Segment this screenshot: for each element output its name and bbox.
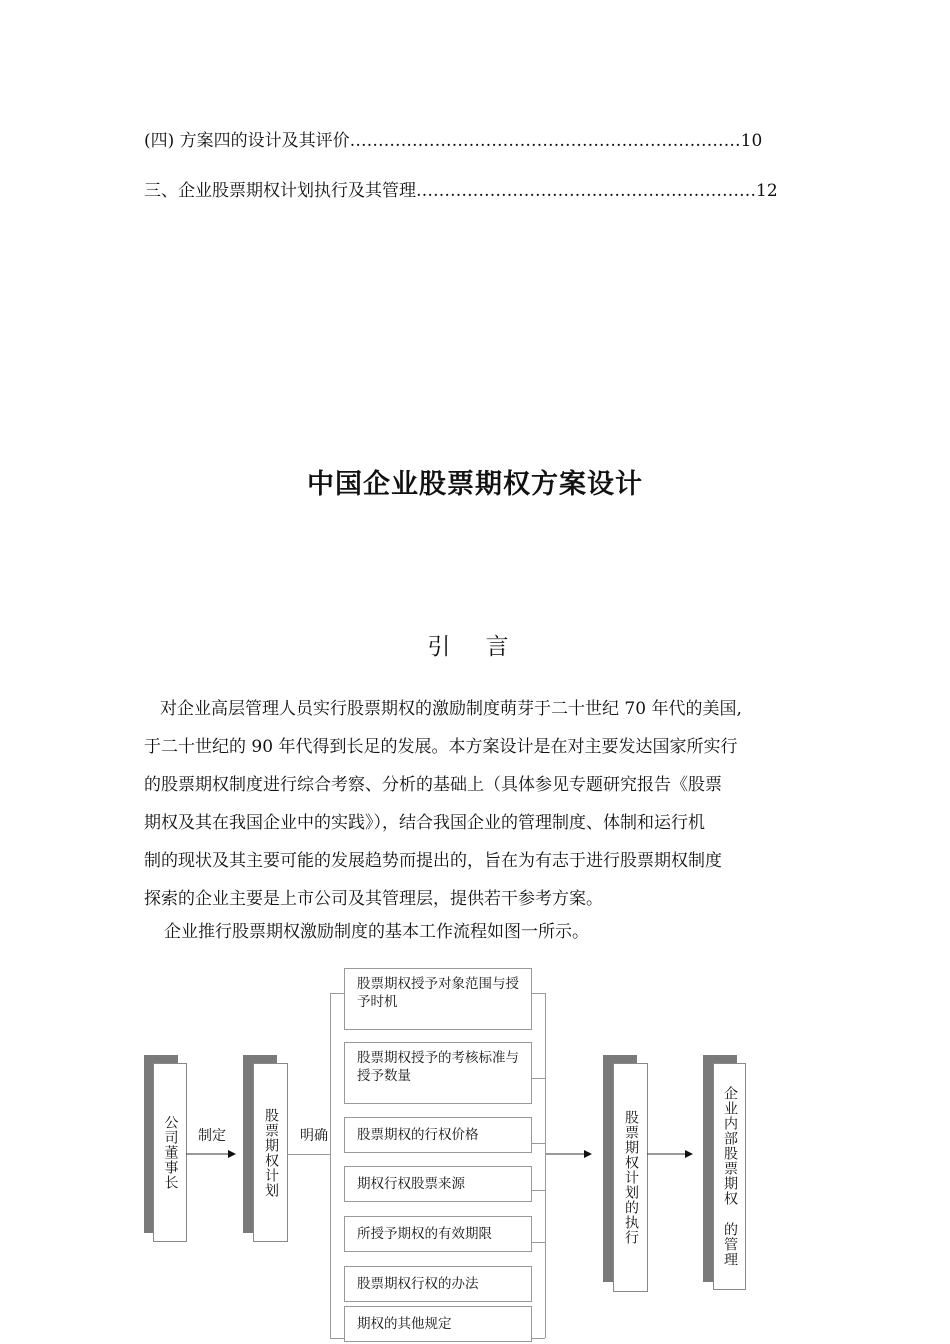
section-heading-introduction: 引 言 xyxy=(427,634,523,660)
plan-connector xyxy=(287,1154,331,1155)
toc-page-number: 10 xyxy=(740,131,763,151)
paragraph-line: 探索的企业主要是上市公司及其管理层，提供若干参考方案。 xyxy=(144,889,603,909)
bracket-right-mid-2 xyxy=(531,1143,545,1144)
toc-page-number: 12 xyxy=(756,181,778,201)
toc-entry-3[interactable] xyxy=(144,176,778,201)
detail-item: 所授予期权的有效期限 xyxy=(344,1216,532,1252)
bracket-left-top xyxy=(330,993,344,994)
arrow-items-to-execute xyxy=(546,1148,592,1160)
bracket-right-mid-4 xyxy=(531,1242,545,1243)
document-title: 中国企业股票期权方案设计 xyxy=(307,469,643,500)
toc-entry-4[interactable] xyxy=(144,126,762,151)
bracket-right xyxy=(545,993,546,1338)
execute-box-label: 股票期权计划的执行 xyxy=(623,1110,639,1245)
bracket-right-mid-1 xyxy=(531,1078,545,1079)
detail-item: 股票期权授予对象范围与授予时机 xyxy=(344,968,532,1030)
clarify-label: 明确 xyxy=(300,1128,328,1144)
bracket-right-top xyxy=(531,993,545,994)
toc-leader: …………………………………………………………… xyxy=(349,131,741,151)
bracket-right-bottom xyxy=(531,1338,545,1339)
manage-box xyxy=(713,1063,746,1290)
manage-box-label-top: 企业内部股票期权 xyxy=(722,1086,738,1206)
detail-item: 期权的其他规定 xyxy=(344,1306,532,1342)
plan-box xyxy=(253,1063,288,1242)
detail-item: 期权行权股票来源 xyxy=(344,1166,532,1202)
toc-leader: …………………………………………………… xyxy=(416,181,756,201)
plan-box-label: 股票期权计划 xyxy=(263,1107,279,1198)
workflow-intro-paragraph xyxy=(144,915,806,949)
bracket-left-bottom xyxy=(330,1338,344,1339)
paragraph-line: 的股票期权制度进行综合考察、分析的基础上（具体参见专题研究报告《股票 xyxy=(144,775,722,795)
toc-label: (四) 方案四的设计及其评价 xyxy=(144,131,350,151)
bracket-left xyxy=(330,993,331,1338)
execute-box xyxy=(613,1063,648,1292)
board-box-label: 公司董事长 xyxy=(162,1115,179,1190)
board-box xyxy=(153,1063,187,1242)
make-label: 制定 xyxy=(198,1128,226,1144)
paragraph-line: 期权及其在我国企业中的实践》），结合我国企业的管理制度、体制和运行机 xyxy=(144,813,705,833)
paragraph-line: 企业推行股票期权激励制度的基本工作流程如图一所示。 xyxy=(164,922,589,942)
bracket-right-mid-3 xyxy=(531,1190,545,1191)
detail-item: 股票期权行权的办法 xyxy=(344,1266,532,1302)
arrow-board-to-plan xyxy=(186,1148,236,1160)
paragraph-line: 于二十世纪的 90 年代得到长足的发展。本方案设计是在对主要发达国家所实行 xyxy=(144,737,738,757)
toc-label: 三、企业股票期权计划执行及其管理 xyxy=(144,181,416,201)
detail-item: 股票期权授予的考核标准与授予数量 xyxy=(344,1042,532,1104)
detail-item: 股票期权的行权价格 xyxy=(344,1117,532,1153)
manage-box-label-bottom: 的管理 xyxy=(722,1222,738,1267)
introduction-paragraph xyxy=(144,690,806,918)
paragraph-line: 制的现状及其主要可能的发展趋势而提出的，旨在为有志于进行股票期权制度 xyxy=(144,851,722,871)
paragraph-line: 对企业高层管理人员实行股票期权的激励制度萌芽于二十世纪 70 年代的美国, xyxy=(160,699,742,719)
arrow-execute-to-manage xyxy=(647,1148,693,1160)
